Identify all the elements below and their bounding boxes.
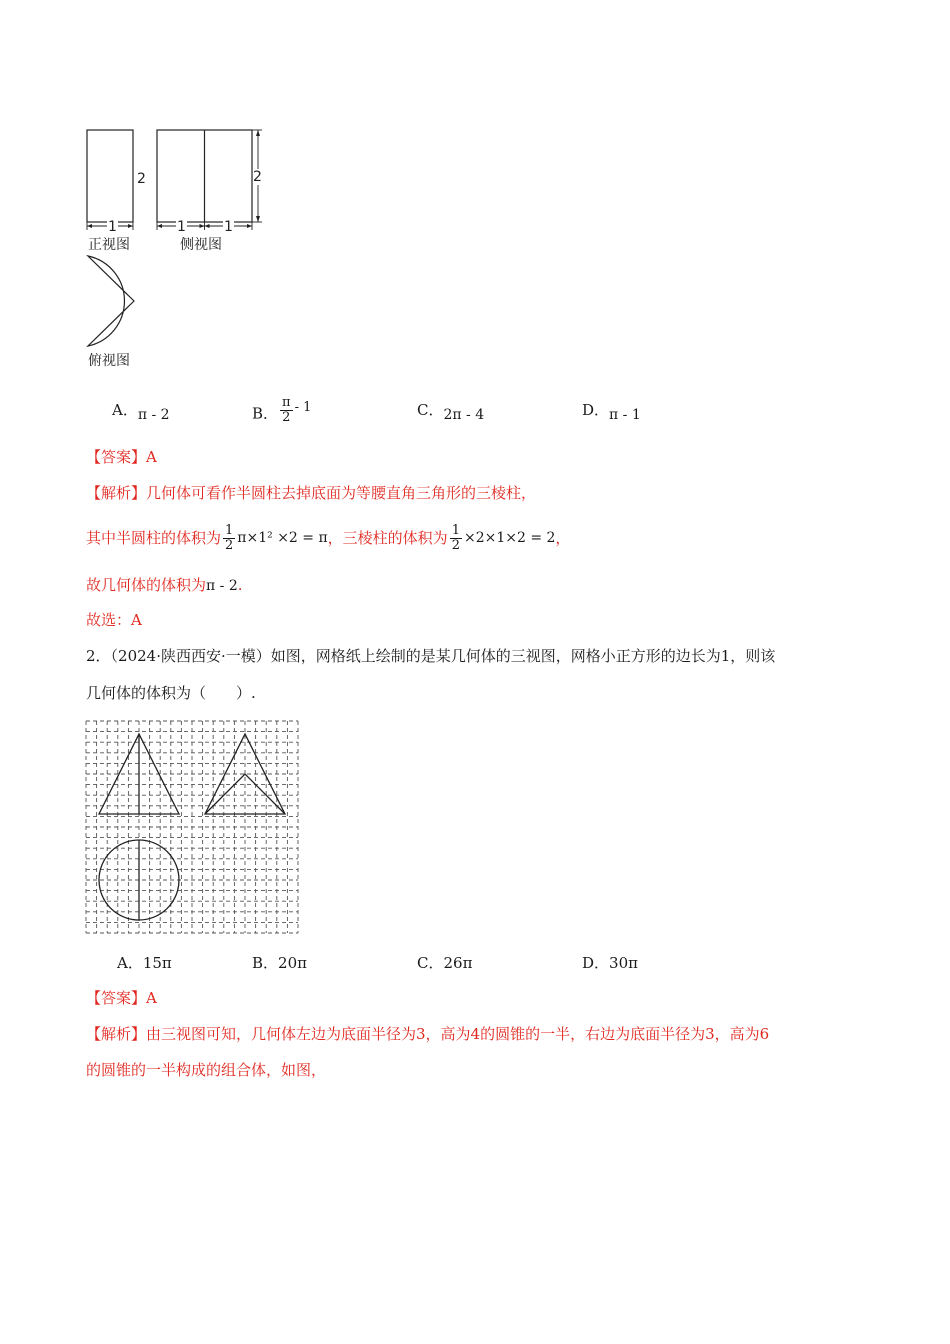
side-dim-one-left: 1: [177, 219, 186, 235]
q2-stem-line1: 2．（2024·陕西西安·一模）如图，网格纸上绘制的是某几何体的三视图，网格小正方形的边长为1，则该: [86, 647, 776, 665]
q1-three-view-figure: [80, 120, 280, 380]
q2-option-d[interactable]: D．30π: [582, 954, 638, 972]
q1-analysis-line2: 其中半圆柱的体积为 $\frac{1}{2}$ π×1² ×2 = π ，三棱柱的体积为 $\frac{1}{2}$ ×2×1×2 = 2 ，: [86, 522, 571, 553]
front-dim-two: 2: [137, 171, 146, 187]
q1-choice-line: 故选：A: [86, 611, 142, 629]
side-dim-one-right: 1: [224, 219, 233, 235]
front-view-rect: [87, 130, 133, 222]
grid-lines: [86, 721, 298, 933]
side-view-label: 侧视图: [180, 237, 222, 253]
q2-option-c[interactable]: C．26π: [417, 954, 473, 972]
q2-answer: 【答案】A: [86, 989, 157, 1007]
q1-option-b[interactable]: B． $\frac{\pi}{2}$ - 1: [252, 395, 312, 425]
formula1-rest: π×1² ×2 = π: [237, 530, 328, 546]
q2-analysis-line2: 的圆锥的一半构成的组合体，如图，: [86, 1061, 327, 1079]
q2-option-b[interactable]: B．20π: [252, 954, 307, 972]
q1-analysis-line1: 【解析】几何体可看作半圆柱去掉底面为等腰直角三角形的三棱柱，: [86, 484, 537, 502]
side-dim-two: 2: [253, 169, 262, 185]
q2-grid-figure: [86, 721, 298, 933]
formula2-rest: ×2×1×2 = 2: [463, 530, 556, 546]
q1-answer: 【答案】A: [86, 448, 157, 466]
q1-option-d[interactable]: D．π - 1: [582, 401, 641, 423]
q1-option-c[interactable]: C．2π - 4: [417, 401, 485, 423]
q1-option-a[interactable]: A．π - 2: [112, 401, 170, 423]
front-dim-one: 1: [108, 219, 117, 235]
front-view-label: 正视图: [88, 237, 130, 253]
top-view-outline: [88, 256, 134, 346]
q2-option-a[interactable]: A．15π: [117, 954, 172, 972]
formula2-fraction: $\frac{1}{2}$: [451, 522, 460, 553]
q2-stem-line2: 几何体的体积为（ ）.: [86, 684, 256, 702]
top-view-label: 俯视图: [88, 353, 130, 369]
q1-analysis-line3: 故几何体的体积为π - 2.: [86, 576, 243, 594]
formula1-fraction: $\frac{1}{2}$: [225, 522, 234, 553]
q2-analysis-line1: 【解析】由三视图可知，几何体左边为底面半径为3，高为4的圆锥的一半，右边为底面半径为3，高为6: [86, 1025, 770, 1043]
